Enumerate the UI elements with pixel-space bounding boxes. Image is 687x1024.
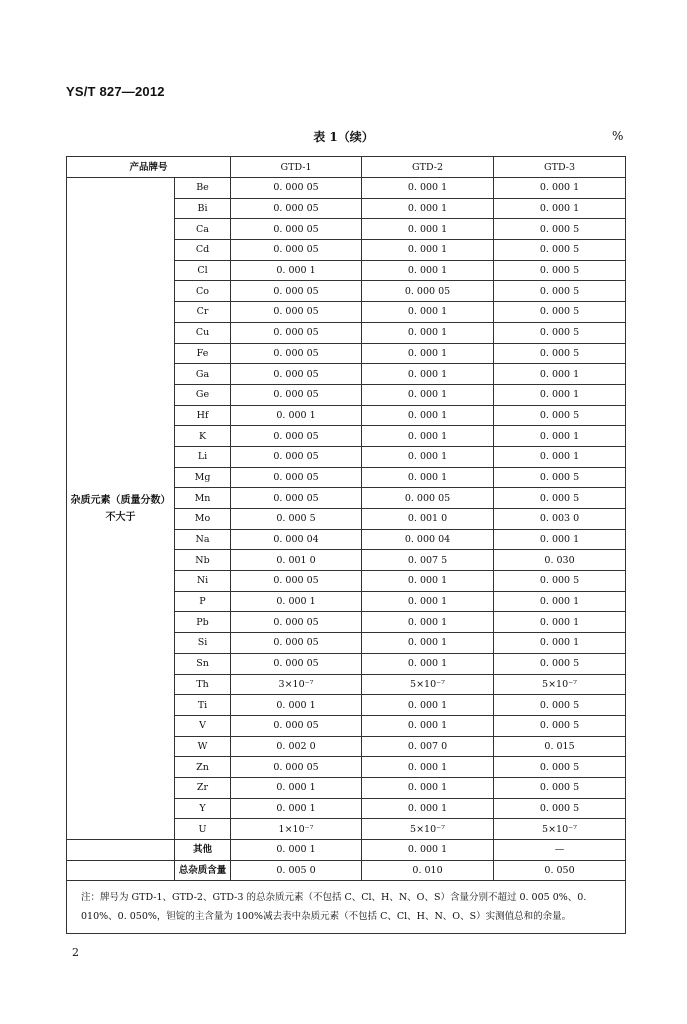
element-cell: P (175, 591, 231, 612)
gtd-2-cell: 0. 000 1 (362, 405, 494, 426)
header-gtd-3: GTD-3 (494, 157, 626, 178)
gtd-1-cell: 0. 000 05 (231, 715, 362, 736)
group-label-line2: 不大于 (105, 511, 136, 523)
element-cell: Zn (175, 757, 231, 778)
gtd-1-cell: 0. 001 0 (231, 550, 362, 571)
gtd-3-cell: 0. 000 5 (494, 322, 626, 343)
element-cell: Ni (175, 571, 231, 592)
element-cell: Fe (175, 343, 231, 364)
gtd-2-cell: 0. 000 1 (362, 446, 494, 467)
gtd-2-cell: 0. 007 0 (362, 736, 494, 757)
gtd-3-cell: 0. 000 5 (494, 488, 626, 509)
header-gtd-2: GTD-2 (362, 157, 494, 178)
gtd-3-cell: 0. 000 1 (494, 633, 626, 654)
gtd-1-cell: 0. 000 1 (231, 695, 362, 716)
gtd-3-cell: 0. 000 5 (494, 695, 626, 716)
gtd-3-cell: 0. 000 1 (494, 384, 626, 405)
gtd-2-cell: 0. 000 1 (362, 426, 494, 447)
gtd-1-cell: 0. 000 05 (231, 446, 362, 467)
element-cell: Cu (175, 322, 231, 343)
gtd-1-cell: 0. 000 05 (231, 488, 362, 509)
gtd-1-cell: 0. 000 05 (231, 467, 362, 488)
gtd-2-cell: 0. 000 1 (362, 302, 494, 323)
element-cell: W (175, 736, 231, 757)
element-cell: Bi (175, 198, 231, 219)
gtd-2-cell: 0. 000 1 (362, 364, 494, 385)
gtd-3-cell: 0. 000 5 (494, 571, 626, 592)
element-cell: Na (175, 529, 231, 550)
gtd-3-cell: 0. 000 5 (494, 405, 626, 426)
element-cell: Cr (175, 302, 231, 323)
table-note: 注：牌号为 GTD-1、GTD-2、GTD-3 的总杂质元素（不包括 C、Cl、H、N、O、S）含量分别不超过 0. 005 0%、0. 010%、0. 050%，钽锭的主含量为 100%减去表中杂质元素（不包括 C、Cl、H、N、O、S）实测值总和的余量。 (67, 881, 626, 934)
gtd-1-cell: 0. 000 05 (231, 322, 362, 343)
gtd-2-cell: 0. 000 1 (362, 777, 494, 798)
gtd-2-cell: 0. 000 1 (362, 798, 494, 819)
gtd-3-cell: 0. 003 0 (494, 509, 626, 530)
gtd-2-cell: 0. 000 1 (362, 343, 494, 364)
gtd-1-cell: 0. 000 05 (231, 571, 362, 592)
gtd-3-cell: 0. 015 (494, 736, 626, 757)
gtd-1-cell: 0. 000 05 (231, 281, 362, 302)
gtd-1-cell: 0. 000 05 (231, 178, 362, 199)
element-cell: Pb (175, 612, 231, 633)
table-row (67, 860, 626, 881)
gtd-1-cell: 0. 000 05 (231, 219, 362, 240)
gtd-1-cell: 0. 000 05 (231, 426, 362, 447)
header-product-grade: 产品牌号 (67, 157, 231, 178)
gtd-1-cell: 0. 000 05 (231, 633, 362, 654)
element-cell: Cl (175, 260, 231, 281)
element-cell: Th (175, 674, 231, 695)
gtd-1-cell: 0. 000 05 (231, 240, 362, 261)
gtd-1-cell: 0. 000 1 (231, 840, 362, 861)
gtd-2-cell: 0. 007 5 (362, 550, 494, 571)
element-cell: Nb (175, 550, 231, 571)
gtd-2-cell: 0. 000 05 (362, 488, 494, 509)
gtd-3-cell: 0. 000 1 (494, 612, 626, 633)
gtd-2-cell: 0. 000 1 (362, 219, 494, 240)
element-cell: Mg (175, 467, 231, 488)
gtd-1-cell: 0. 000 05 (231, 757, 362, 778)
gtd-2-cell: 0. 000 1 (362, 695, 494, 716)
gtd-2-cell: 0. 000 1 (362, 633, 494, 654)
gtd-3-cell: 0. 000 5 (494, 715, 626, 736)
gtd-2-cell: 0. 000 05 (362, 281, 494, 302)
table-header-row (67, 157, 626, 178)
gtd-3-cell: 0. 000 1 (494, 364, 626, 385)
gtd-3-cell: 0. 000 5 (494, 653, 626, 674)
element-cell: Ge (175, 384, 231, 405)
gtd-2-cell: 0. 001 0 (362, 509, 494, 530)
element-cell: U (175, 819, 231, 840)
element-cell: Co (175, 281, 231, 302)
gtd-1-cell: 0. 000 05 (231, 384, 362, 405)
element-cell: Hf (175, 405, 231, 426)
gtd-2-cell: 0. 000 1 (362, 322, 494, 343)
gtd-1-cell: 0. 005 0 (231, 860, 362, 881)
gtd-1-cell: 0. 000 1 (231, 591, 362, 612)
gtd-3-cell: 0. 000 5 (494, 240, 626, 261)
element-cell: Mo (175, 509, 231, 530)
gtd-1-cell: 0. 000 04 (231, 529, 362, 550)
gtd-3-cell: 5×10⁻⁷ (494, 674, 626, 695)
gtd-1-cell: 0. 000 1 (231, 405, 362, 426)
gtd-2-cell: 0. 000 1 (362, 240, 494, 261)
note-row (67, 881, 626, 934)
gtd-1-cell: 0. 000 05 (231, 364, 362, 385)
gtd-2-cell: 0. 000 1 (362, 653, 494, 674)
element-cell: Sn (175, 653, 231, 674)
gtd-3-cell: 0. 000 5 (494, 467, 626, 488)
impurity-group-label (67, 178, 175, 840)
gtd-3-cell: 0. 000 5 (494, 302, 626, 323)
gtd-3-cell: 0. 030 (494, 550, 626, 571)
gtd-3-cell: 0. 050 (494, 860, 626, 881)
gtd-3-cell: 0. 000 5 (494, 343, 626, 364)
element-cell: Cd (175, 240, 231, 261)
gtd-2-cell: 0. 000 1 (362, 198, 494, 219)
gtd-1-cell: 0. 000 05 (231, 343, 362, 364)
gtd-3-cell: 0. 000 1 (494, 529, 626, 550)
gtd-1-cell: 0. 000 1 (231, 777, 362, 798)
gtd-1-cell: 0. 000 05 (231, 198, 362, 219)
header-gtd-1: GTD-1 (231, 157, 362, 178)
gtd-3-cell: 0. 000 5 (494, 219, 626, 240)
element-cell: Ti (175, 695, 231, 716)
gtd-2-cell: 0. 000 1 (362, 715, 494, 736)
gtd-1-cell: 0. 000 1 (231, 260, 362, 281)
gtd-3-cell: — (494, 840, 626, 861)
gtd-3-cell: 5×10⁻⁷ (494, 819, 626, 840)
gtd-3-cell: 0. 000 1 (494, 591, 626, 612)
gtd-3-cell: 0. 000 5 (494, 777, 626, 798)
gtd-3-cell: 0. 000 5 (494, 281, 626, 302)
element-cell: V (175, 715, 231, 736)
gtd-2-cell: 0. 000 1 (362, 612, 494, 633)
gtd-2-cell: 0. 000 1 (362, 178, 494, 199)
gtd-1-cell: 0. 000 05 (231, 302, 362, 323)
element-cell: Li (175, 446, 231, 467)
gtd-2-cell: 0. 000 1 (362, 260, 494, 281)
gtd-3-cell: 0. 000 5 (494, 260, 626, 281)
standard-number: YS/T 827—2012 (66, 84, 165, 99)
element-cell: Mn (175, 488, 231, 509)
gtd-2-cell: 5×10⁻⁷ (362, 674, 494, 695)
element-cell: 其他 (175, 840, 231, 861)
gtd-1-cell: 0. 002 0 (231, 736, 362, 757)
gtd-3-cell: 0. 000 1 (494, 426, 626, 447)
gtd-2-cell: 0. 000 1 (362, 591, 494, 612)
gtd-3-cell: 0. 000 5 (494, 757, 626, 778)
gtd-1-cell: 0. 000 05 (231, 612, 362, 633)
gtd-1-cell: 3×10⁻⁷ (231, 674, 362, 695)
element-cell: Y (175, 798, 231, 819)
gtd-2-cell: 0. 000 1 (362, 840, 494, 861)
element-cell: 总杂质含量 (175, 860, 231, 881)
gtd-2-cell: 0. 000 1 (362, 757, 494, 778)
gtd-1-cell: 0. 000 5 (231, 509, 362, 530)
gtd-2-cell: 0. 000 1 (362, 467, 494, 488)
element-cell: Si (175, 633, 231, 654)
gtd-3-cell: 0. 000 5 (494, 798, 626, 819)
element-cell: Ga (175, 364, 231, 385)
table-row (67, 840, 626, 861)
gtd-3-cell: 0. 000 1 (494, 198, 626, 219)
blank-cell (67, 840, 175, 861)
gtd-3-cell: 0. 000 1 (494, 446, 626, 467)
gtd-2-cell: 0. 000 1 (362, 571, 494, 592)
element-cell: K (175, 426, 231, 447)
gtd-2-cell: 0. 000 04 (362, 529, 494, 550)
page-number: 2 (72, 946, 79, 959)
table-unit: % (612, 129, 624, 143)
gtd-3-cell: 0. 000 1 (494, 178, 626, 199)
blank-cell (67, 860, 175, 881)
impurity-table (66, 156, 626, 934)
element-cell: Zr (175, 777, 231, 798)
gtd-2-cell: 0. 000 1 (362, 384, 494, 405)
gtd-1-cell: 0. 000 05 (231, 653, 362, 674)
table-caption: 表 1（续） (313, 130, 374, 144)
gtd-2-cell: 0. 010 (362, 860, 494, 881)
gtd-2-cell: 5×10⁻⁷ (362, 819, 494, 840)
gtd-1-cell: 0. 000 1 (231, 798, 362, 819)
element-cell: Ca (175, 219, 231, 240)
gtd-1-cell: 1×10⁻⁷ (231, 819, 362, 840)
table-row (67, 178, 626, 199)
element-cell: Be (175, 178, 231, 199)
group-label-line1: 杂质元素（质量分数） (70, 494, 171, 506)
